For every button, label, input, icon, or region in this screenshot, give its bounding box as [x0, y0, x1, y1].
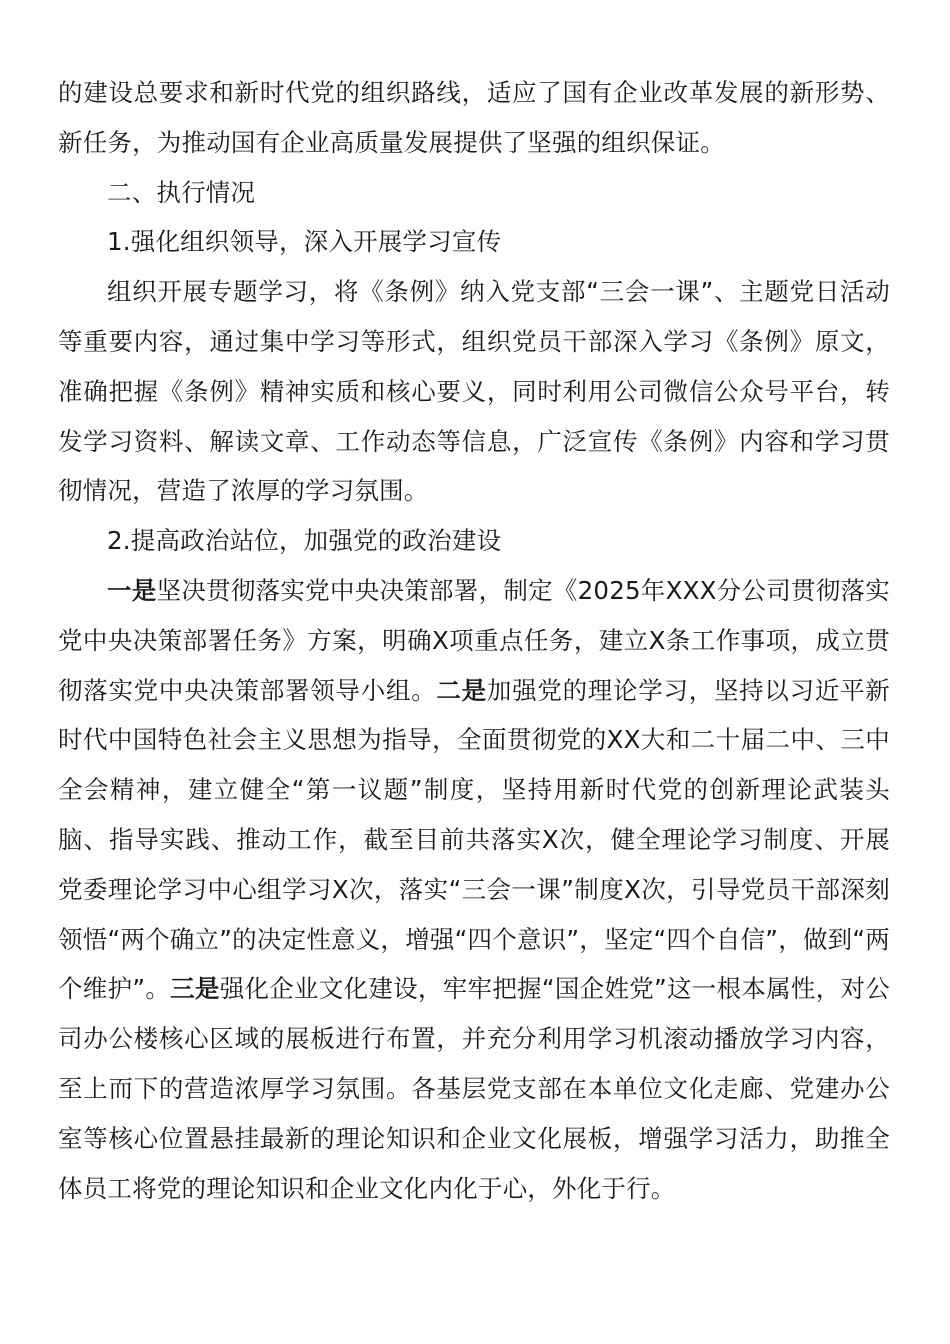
point-2-lead: 二是 — [436, 675, 487, 705]
point-1-lead: 一是 — [107, 575, 157, 605]
point-3-lead: 三是 — [170, 974, 220, 1004]
intro-continuation-paragraph: 的建设总要求和新时代党的组织路线，适应了国有企业改革发展的新形势、新任务，为推动国有企业高质量发展提供了坚强的组织保证。 — [58, 78, 890, 157]
point-2-text: 加强党的理论学习，坚持以习近平新时代中国特色社会主义思想为指导，全面贯彻党的XX大和二十届二中、三中全会精神，建立健全“第一议题”制度，坚持用新时代党的创新理论武装头脑、指导实践、推动工作，截至目前共落实X次，健全理论学习制度、开展党委理论学习中心组学习X次，落实“三会一课”制度X次，引导党员干部深刻领悟“两个确立”的决定性意义，增强“四个意识”，坚定“四个自信”，做到“两个维护”。 — [58, 675, 891, 1004]
subsection-1-heading: 1.强化组织领导，深入开展学习宣传 — [107, 227, 502, 257]
document-body — [58, 68, 890, 1213]
section-heading: 二、执行情况 — [107, 177, 256, 207]
subsection-1-paragraph: 组织开展专题学习，将《条例》纳入党支部“三会一课”、主题党日活动等重要内容，通过集中学习等形式，组织党员干部深入学习《条例》原文，准确把握《条例》精神实质和核心要义，同时利用公司微信公众号平台，转发学习资料、解读文章、工作动态等信息，广泛宣传《条例》内容和学习贯彻情况，营造了浓厚的学习氛围。 — [58, 277, 890, 506]
subsection-2-heading: 2.提高政治站位，加强党的政治建设 — [107, 526, 502, 556]
point-1-text: 坚决贯彻落实党中央决策部署，制定《2025年XXX分公司贯彻落实党中央决策部署任务》方案，明确X项重点任务，建立X条工作事项，成立贯彻落实党中央决策部署领导小组。 — [58, 575, 890, 705]
point-3-text: 强化企业文化建设，牢牢把握“国企姓党”这一根本属性，对公司办公楼核心区域的展板进行布置，并充分利用学习机滚动播放学习内容，至上而下的营造浓厚学习氛围。各基层党支部在本单位文化走廊、党建办公室等核心位置悬挂最新的理论知识和企业文化展板，增强学习活力，助推全体员工将党的理论知识和企业文化内化于心，外化于行。 — [58, 974, 890, 1203]
subsection-2-paragraph — [58, 566, 890, 1213]
